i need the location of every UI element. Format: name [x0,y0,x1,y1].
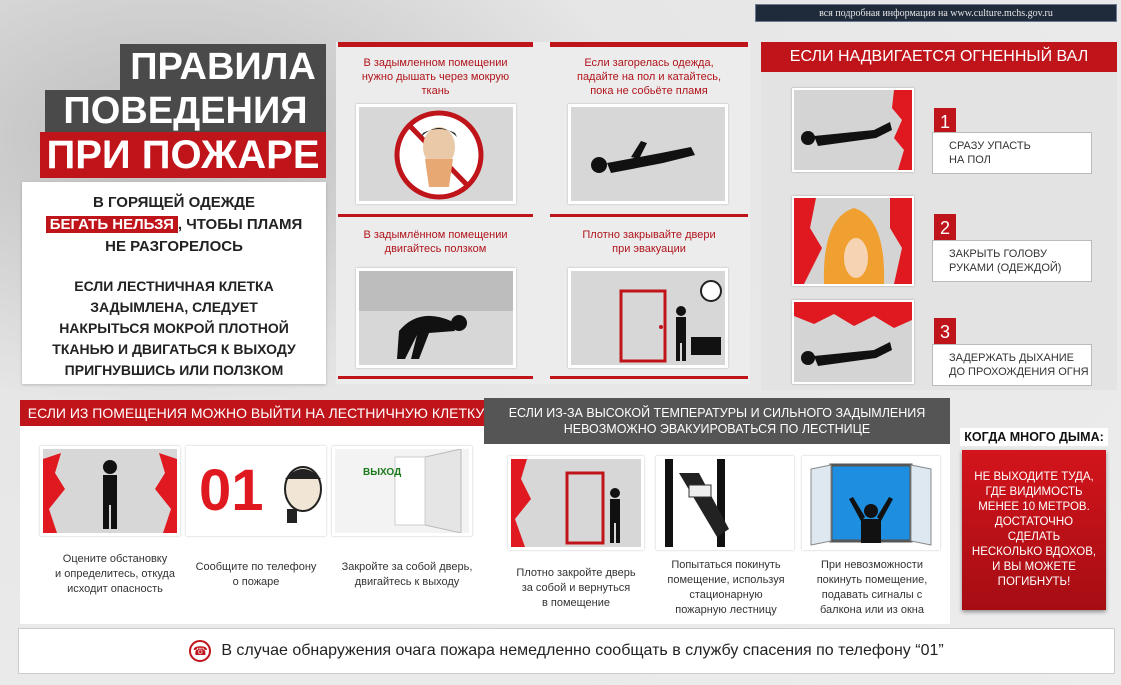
caption-line: Плотно закройте дверь [516,567,636,579]
ladder-icon [659,459,791,547]
caption-line: Оцените обстановку [62,553,168,565]
window-icon [805,459,937,547]
fire-wall-header: ЕСЛИ НАДВИГАЕТСЯ ОГНЕННЫЙ ВАЛ [761,42,1117,72]
divider [550,376,748,379]
caption-line: покинуть помещение, [816,574,928,586]
crawling-person-icon [359,271,513,365]
step-line: ЗАДЕРЖАТЬ ДЫХАНИЕ [949,352,1075,364]
step-text-box [932,132,1092,174]
caption-line: подавать сигналы с [821,589,923,601]
caption-line: балкона или из окна [819,604,925,616]
fire-ladder-illustration [656,456,794,550]
panel-caption [338,228,533,256]
warning-line: ПОГИБНУТЬ! [997,576,1071,588]
no-evac-caption [506,566,646,611]
caption-line: Сообщите по телефону [195,561,317,573]
window-signal-illustration [802,456,940,550]
caption-line: за собой и вернуться [521,582,631,594]
open-door-icon [335,449,469,533]
advice-line: ПРИГНУВШИСЬ ИЛИ ПОЛЗКОМ [64,362,284,378]
divider [338,42,533,47]
emergency-footer [18,628,1115,674]
warning-line: И ВЫ МОЖЕТЕ [992,561,1076,573]
caption-line: стационарную [689,589,763,601]
step-line: РУКАМИ (ОДЕЖДОЙ) [949,262,1062,274]
caption-line: в помещение [541,597,611,609]
step-text-box [932,344,1092,386]
caption-line: о пожаре [232,576,280,588]
close-door-illustration [568,268,728,368]
phone-icon: ☎ [189,640,211,662]
caption-line: Если загорелась одежда, [584,57,714,69]
warning-line: ДОСТАТОЧНО СДЕЛАТЬ [994,516,1074,543]
footer-text: В случае обнаружения очага пожара немедленно сообщать в службу спасения по телефону “01” [221,642,944,659]
breathing-person-icon [359,107,513,201]
warning-line: МЕНЕЕ 10 МЕТРОВ. [978,501,1090,513]
warning-rest: , ЧТОБЫ ПЛАМЯ [177,216,303,233]
caption-line: исходит опасность [67,583,163,595]
warning-line: НЕ ВЫХОДИТЕ ТУДА, [974,471,1094,483]
step-line: НА ПОЛ [949,154,991,166]
caption-line: Закройте за собой дверь, [341,561,473,573]
smoke-label: КОГДА МНОГО ДЫМА: [960,428,1108,446]
step-line: СРАЗУ УПАСТЬ [949,140,1031,152]
caption-line: двигайтесь ползком [384,243,487,255]
lying-person-icon [571,107,725,201]
caption-line: при эвакуации [612,243,686,255]
header-line: НЕВОЗМОЖНО ЭВАКУИРОВАТЬСЯ ПО ЛЕСТНИЦЕ [563,422,871,436]
stair-exit-header: ЕСЛИ ИЗ ПОМЕЩЕНИЯ МОЖНО ВЫЙТИ НА ЛЕСТНИЧНУЮ КЛЕТКУ [20,400,492,426]
advice-line: ЕСЛИ ЛЕСТНИЧНАЯ КЛЕТКА [74,278,274,294]
panel-caption [338,56,533,98]
stairs-smoke-advice [22,276,326,381]
warning-line: ГДЕ ВИДИМОСТЬ [985,486,1083,498]
caption-line: При невозможности [821,559,923,571]
step1-illustration [792,88,914,172]
no-evac-header [484,398,950,444]
advice-line: НАКРЫТЬСЯ МОКРОЙ ПЛОТНОЙ [59,320,289,336]
advice-line: ТКАНЬЮ И ДВИГАТЬСЯ К ВЫХОДУ [52,341,296,357]
caption-line: нужно дышать через мокрую [361,71,510,83]
crawling-illustration [356,268,516,368]
hold-breath-icon [794,302,912,382]
step-text-box [932,240,1092,282]
exit-illustration [332,446,472,536]
panel-caption [550,228,748,256]
caption-line: двигайтесь к выходу [354,576,460,588]
caption-line: Плотно закрывайте двери [582,229,716,241]
caption-line: и определитесь, откуда [55,568,175,580]
no-evac-caption [656,558,796,618]
divider [550,42,748,47]
door-close-icon [511,459,641,547]
exit-sign: ВЫХОД [363,467,402,478]
title-line-2: ПОВЕДЕНИЯ [45,90,326,132]
fallen-person-icon [794,90,912,170]
stair-caption [332,560,482,590]
return-room-illustration [508,456,644,550]
warning-line: В ГОРЯЩЕЙ ОДЕЖДЕ [92,194,256,211]
caption-line: В задымлённом помещении [363,229,508,241]
standing-person-icon [43,449,177,533]
phone-number-display: 01 [199,458,264,523]
door-icon [571,271,725,365]
burning-clothes-warning [22,192,326,258]
assess-illustration [40,446,180,536]
warning-line: НЕСКОЛЬКО ВДОХОВ, [971,546,1097,558]
caller-icon [273,449,323,533]
smoke-warning-box [962,450,1106,610]
step-number-badge: 2 [934,214,956,242]
stair-caption [186,560,326,590]
covered-head-icon [794,198,912,284]
panel-caption [550,56,748,98]
step-line: ЗАКРЫТЬ ГОЛОВУ [949,248,1047,260]
source-info-bar: вся подробная информация на www.culture.mchs.gov.ru [755,4,1117,22]
caption-line: ткань [421,85,450,97]
step-line: ДО ПРОХОЖДЕНИЯ ОГНЯ [949,366,1089,378]
wet-cloth-illustration [356,104,516,204]
title-line-1: ПРАВИЛА [120,44,326,90]
no-run-tag: БЕГАТЬ НЕЛЬЗЯ [46,216,178,233]
phone-call-illustration [186,446,326,536]
caption-line: пожарную лестницу [675,604,777,616]
divider [338,376,533,379]
header-line: ЕСЛИ ИЗ-ЗА ВЫСОКОЙ ТЕМПЕРАТУРЫ И СИЛЬНОГО ЗАДЫМЛЕНИЯ [508,406,926,420]
step-number-badge: 3 [934,318,956,346]
caption-line: помещение, используя [667,574,785,586]
warning-line [22,214,326,236]
step3-illustration [792,300,914,384]
advice-line: ЗАДЫМЛЕНА, СЛЕДУЕТ [90,299,258,315]
divider [550,214,748,217]
step-number-badge: 1 [934,108,956,136]
no-evac-caption [802,558,942,618]
divider [338,214,533,217]
caption-line: пока не собьёте пламя [590,85,708,97]
warning-line: НЕ РАЗГОРЕЛОСЬ [105,238,243,255]
caption-line: Попытаться покинуть [671,559,781,571]
rolling-person-illustration [568,104,728,204]
caption-line: В задымленном помещении [363,57,508,69]
caption-line: падайте на пол и катайтесь, [576,71,722,83]
step2-illustration [792,196,914,286]
stair-caption [40,552,190,597]
title-line-3: ПРИ ПОЖАРЕ [40,132,326,178]
